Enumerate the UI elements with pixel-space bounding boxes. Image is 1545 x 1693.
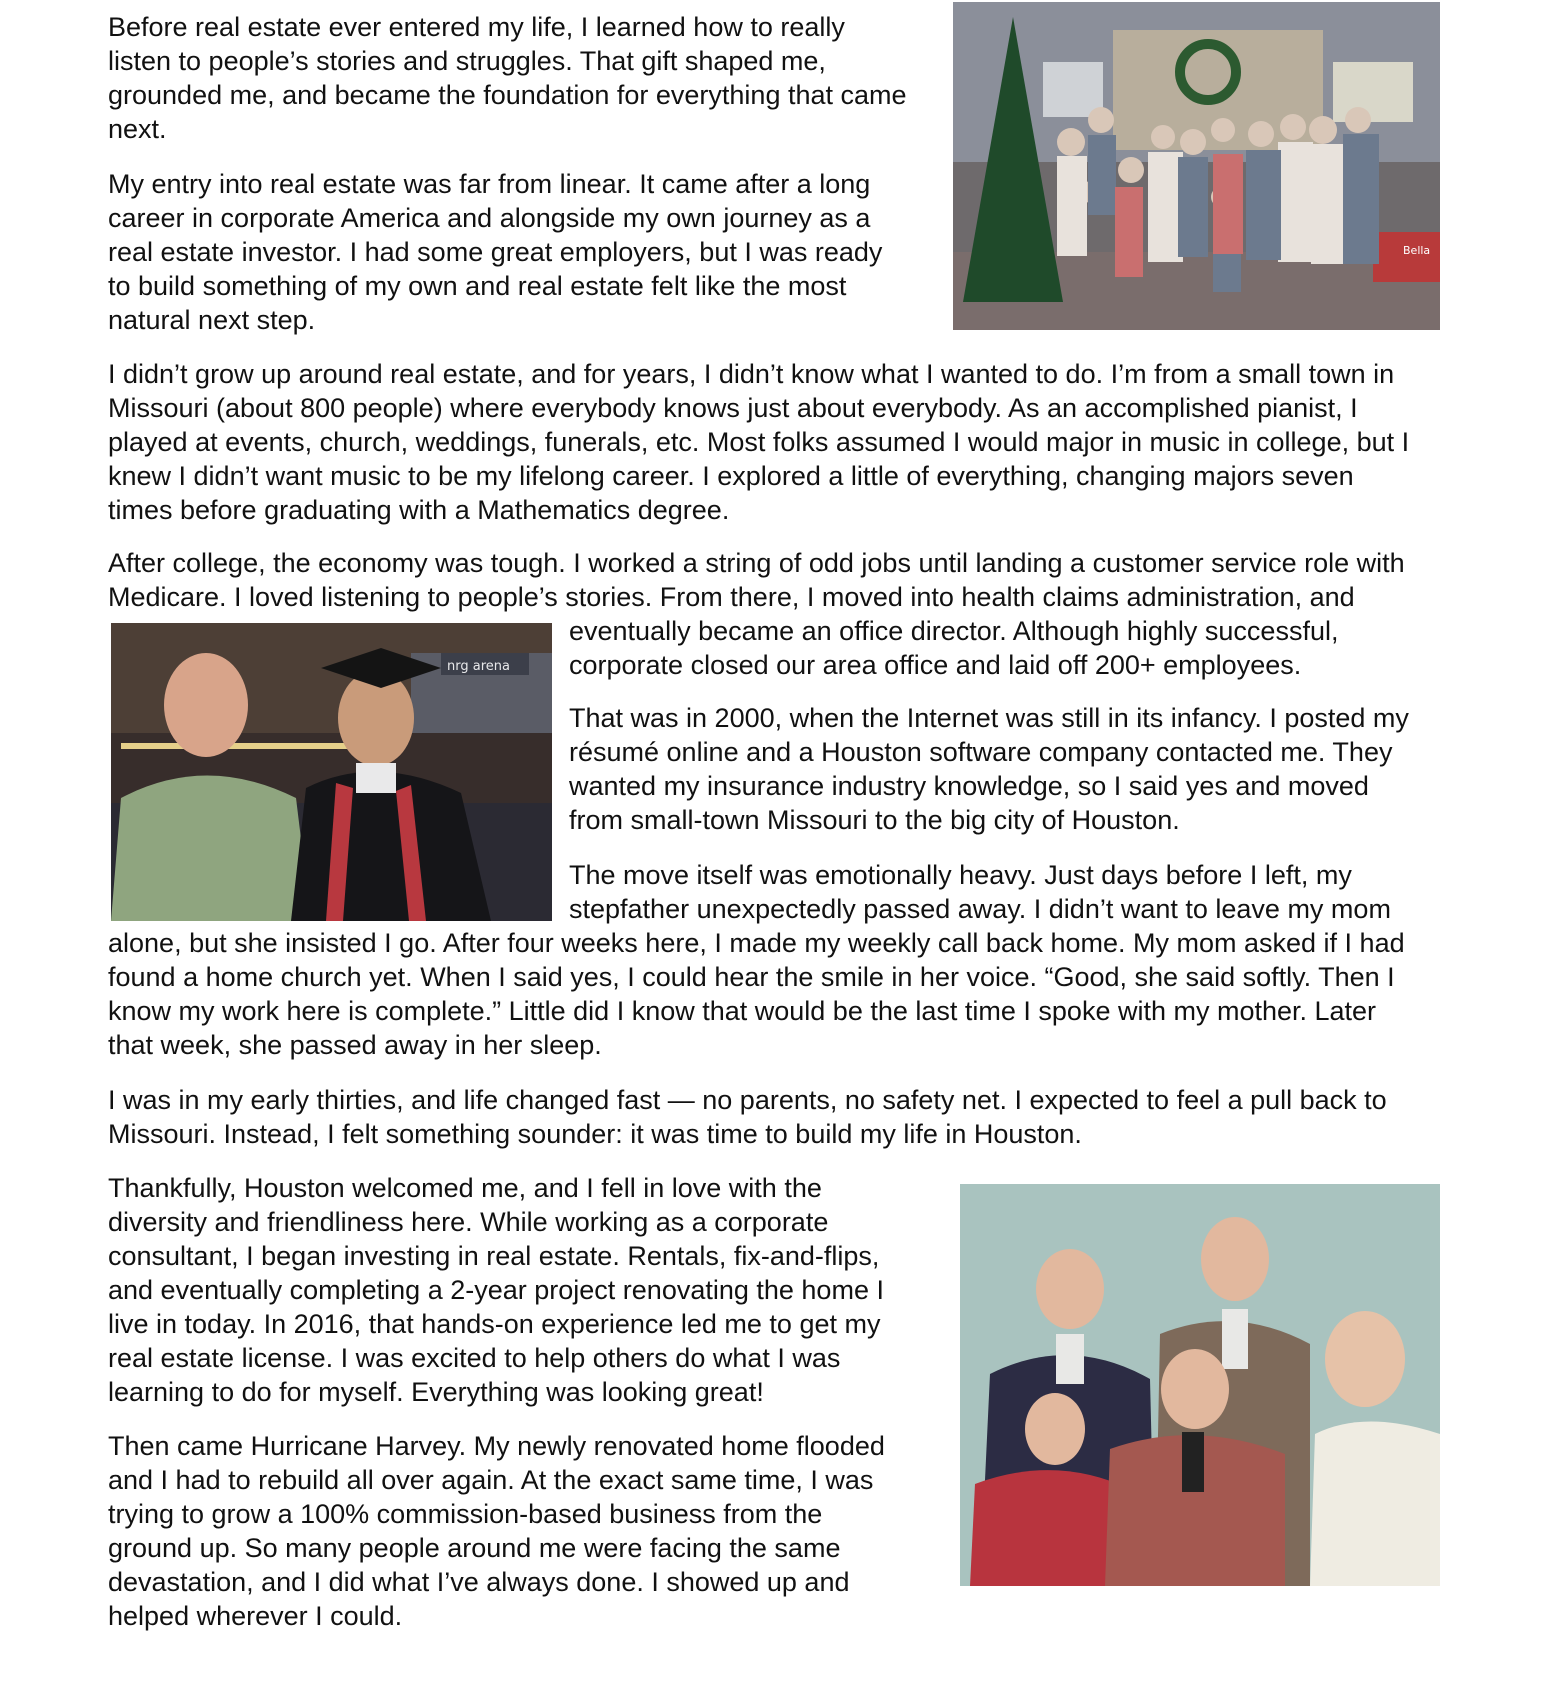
text-line: natural next step.: [108, 305, 316, 335]
text-line: That was in 2000, when the Internet was still in its infancy. I posted my: [569, 703, 1409, 733]
text-line: found a home church yet. When I said yes, I could hear the smile in her voice. “Good, she said softly. Then I: [108, 962, 1395, 992]
text-line: know my work here is complete.” Little did I know that would be the last time I spoke with my mother. Later: [108, 996, 1377, 1026]
text-line: trying to grow a 100% commission-based business from the: [108, 1499, 823, 1529]
text-line: career in corporate America and alongside my own journey as a: [108, 203, 871, 233]
text-line: diversity and friendliness here. While working as a corporate: [108, 1207, 829, 1237]
vintage-family-photo: [960, 1184, 1440, 1586]
text-line: and eventually completing a 2-year project renovating the home I: [108, 1275, 884, 1305]
paragraph-after-college: [108, 546, 1438, 614]
text-line: I was in my early thirties, and life changed fast — no parents, no safety net. I expected to feel a pull back to: [108, 1085, 1387, 1115]
text-line: Missouri. Instead, I felt something sounder: it was time to build my life in Houston.: [108, 1119, 1082, 1149]
graduation-photo: [111, 623, 552, 921]
article-page: [108, 0, 1438, 1693]
paragraph-emotional-move-continued: [108, 926, 1438, 1062]
text-line: eventually became an office director. Although highly successful,: [569, 616, 1339, 646]
paragraph-after-college-continued: [569, 614, 1429, 682]
text-line: that week, she passed away in her sleep.: [108, 1030, 602, 1060]
text-line: real estate investor. I had some great employers, but I was ready: [108, 237, 883, 267]
text-line: résumé online and a Houston software company contacted me. They: [569, 737, 1393, 767]
text-line: The move itself was emotionally heavy. Just days before I left, my: [569, 860, 1352, 890]
text-line: Then came Hurricane Harvey. My newly renovated home flooded: [108, 1431, 885, 1461]
text-line: alone, but she insisted I go. After four weeks here, I made my weekly call back home. My mom asked if I had: [108, 928, 1405, 958]
paragraph-investing: [108, 1171, 938, 1409]
paragraph-early-thirties: [108, 1083, 1438, 1151]
text-line: Medicare. I loved listening to people’s stories. From there, I moved into health claims administration, and: [108, 582, 1355, 612]
text-line: times before graduating with a Mathematics degree.: [108, 495, 730, 525]
text-line: After college, the economy was tough. I worked a string of odd jobs until landing a customer service role with: [108, 548, 1405, 578]
text-line: consultant, I began investing in real estate. Rentals, fix-and-flips,: [108, 1241, 880, 1271]
paragraph-houston-move: [569, 701, 1429, 837]
arena-sign-text: nrg arena: [447, 659, 510, 674]
text-line: helped wherever I could.: [108, 1601, 403, 1631]
text-line: from small-town Missouri to the big city of Houston.: [569, 805, 1180, 835]
paragraph-emotional-move: [569, 858, 1429, 926]
text-line: I didn’t grow up around real estate, and for years, I didn’t know what I wanted to do. I’m from a small town in: [108, 359, 1395, 389]
text-line: My entry into real estate was far from linear. It came after a long: [108, 169, 871, 199]
paragraph-entry: [108, 167, 938, 337]
text-line: and I had to rebuild all over again. At the exact same time, I was: [108, 1465, 874, 1495]
text-line: ground up. So many people around me were facing the same: [108, 1533, 841, 1563]
text-line: Before real estate ever entered my life, I learned how to really: [108, 12, 845, 42]
paragraph-background: [108, 357, 1438, 527]
text-line: stepfather unexpectedly passed away. I didn’t want to leave my mom: [569, 894, 1391, 924]
text-line: knew I didn’t want music to be my lifelong career. I explored a little of everything, changing majors seven: [108, 461, 1354, 491]
vintage-family-image: [960, 1184, 1440, 1586]
text-line: Missouri (about 800 people) where everybody knows just about everybody. As an accomplished pianist, I: [108, 393, 1358, 423]
text-line: listen to people’s stories and struggles. That gift shaped me,: [108, 46, 826, 76]
paragraph-intro: [108, 10, 938, 146]
text-line: live in today. In 2016, that hands-on experience led me to get my: [108, 1309, 881, 1339]
text-line: played at events, church, weddings, funerals, etc. Most folks assumed I would major in music in college, but I: [108, 427, 1410, 457]
family-christmas-photo: [953, 2, 1440, 330]
graduation-image: [111, 623, 552, 921]
text-line: Thankfully, Houston welcomed me, and I fell in love with the: [108, 1173, 822, 1203]
text-line: next.: [108, 114, 167, 144]
family-christmas-image: [953, 2, 1440, 330]
text-line: learning to do for myself. Everything was looking great!: [108, 1377, 764, 1407]
paragraph-hurricane-harvey: [108, 1429, 938, 1633]
text-line: to build something of my own and real estate felt like the most: [108, 271, 847, 301]
text-line: corporate closed our area office and laid off 200+ employees.: [569, 650, 1302, 680]
text-line: real estate license. I was excited to help others do what I was: [108, 1343, 841, 1373]
pillow-text: Bella: [1403, 244, 1431, 257]
text-line: wanted my insurance industry knowledge, so I said yes and moved: [569, 771, 1369, 801]
text-line: devastation, and I did what I’ve always done. I showed up and: [108, 1567, 850, 1597]
text-line: grounded me, and became the foundation for everything that came: [108, 80, 907, 110]
